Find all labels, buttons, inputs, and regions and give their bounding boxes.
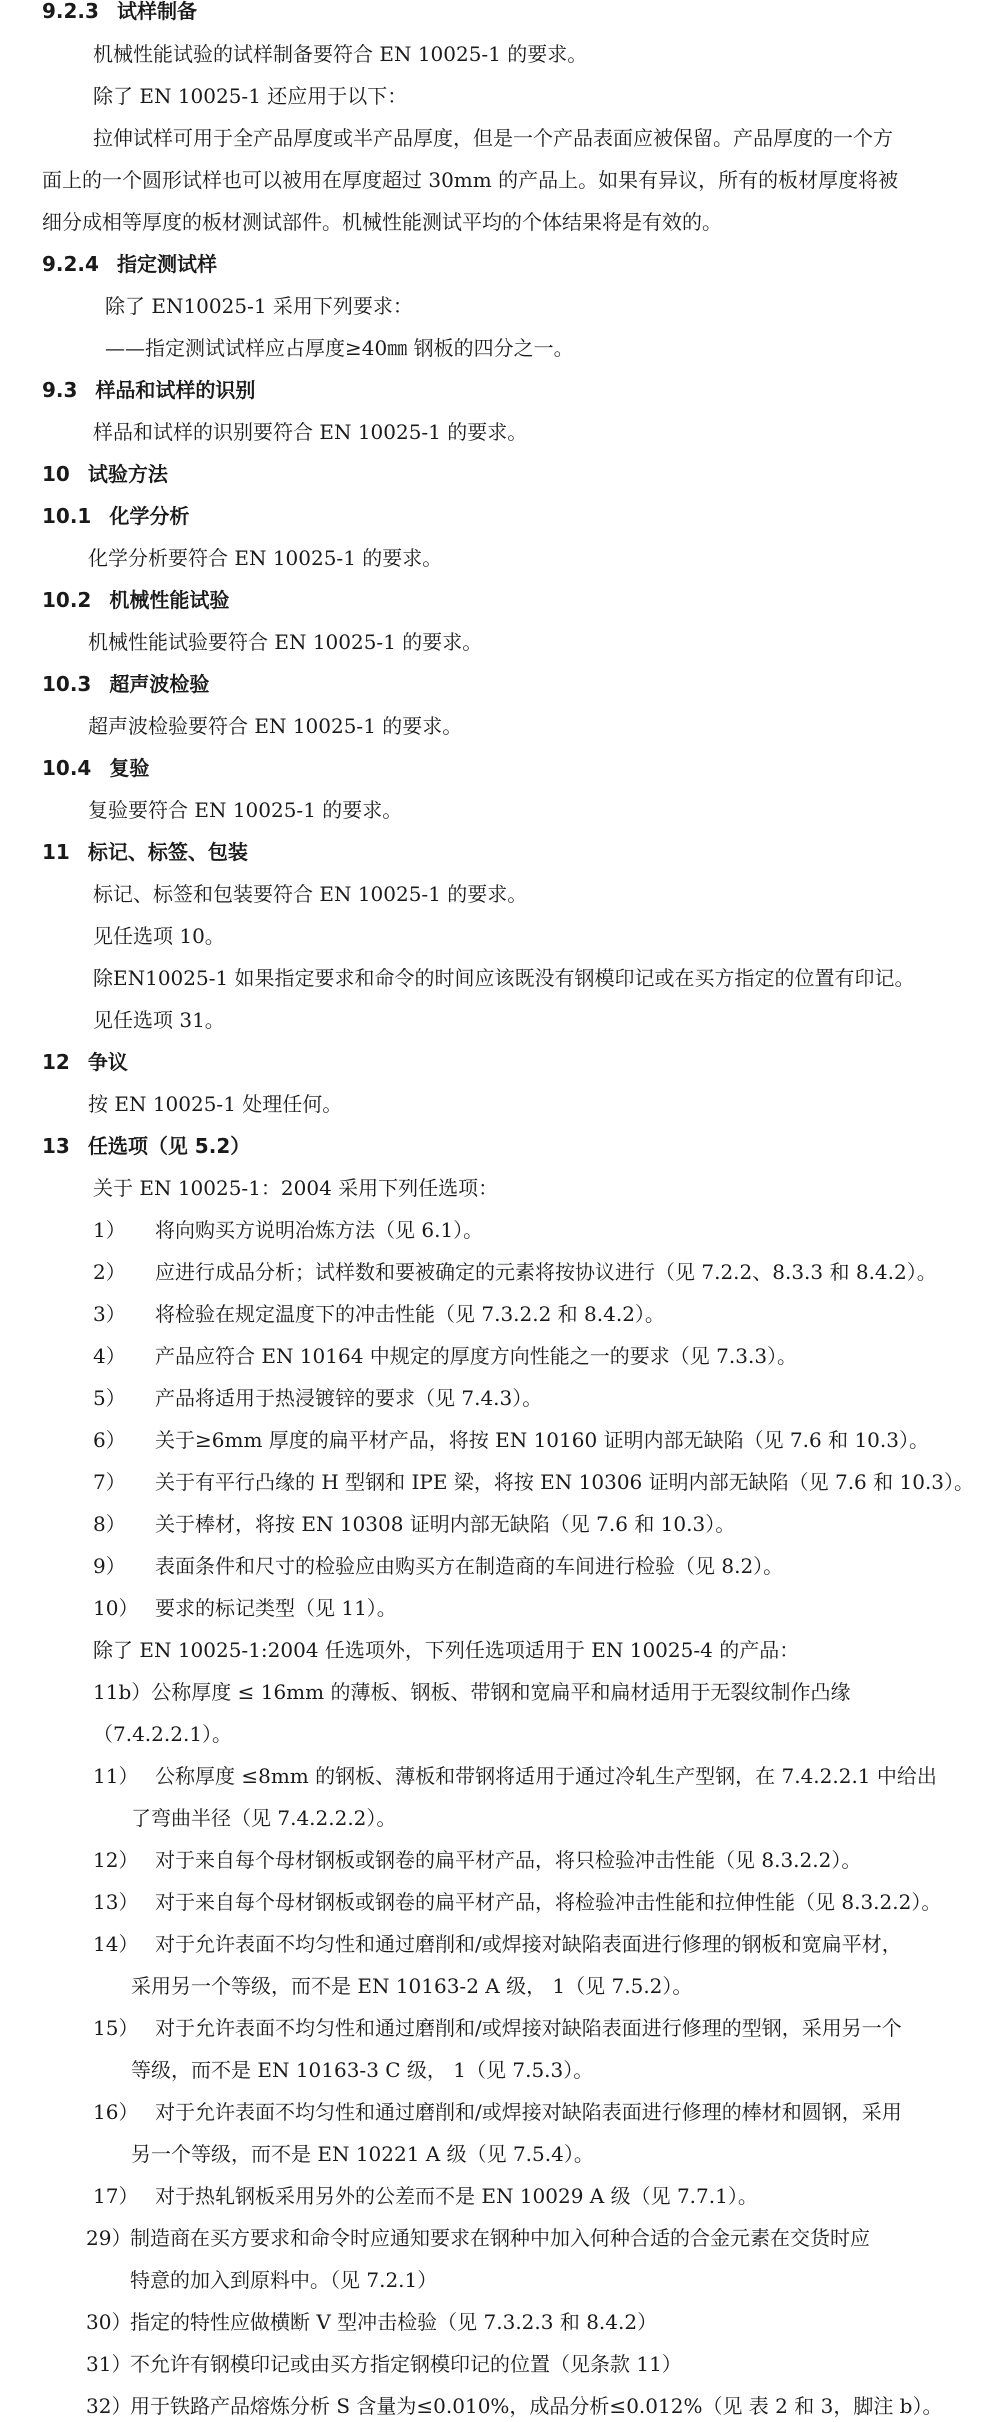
heading-10 [42,460,168,488]
heading-number: 10.4 [42,756,92,780]
list-text: 指定的特性应做横断 V 型冲击检验（见 7.3.2.3 和 8.4.2） [130,2310,658,2334]
list-item [93,1594,397,1622]
list-text: 不允许有钢模印记或由买方指定钢模印记的位置（见条款 11） [130,2352,682,2376]
heading-9-2-3 [42,0,197,25]
list-text: 公称厚度 ≤8mm 的钢板、薄板和带钢将适用于通过冷轧生产型钢，在 7.4.2.2.1 中给出 [155,1764,937,1788]
list-text: 关于≥6mm 厚度的扁平材产品，将按 EN 10160 证明内部无缺陷（见 7.6 和 10.3）。 [155,1428,929,1452]
list-text: 制造商在买方要求和命令时应通知要求在钢种中加入何种合适的合金元素在交货时应 [130,2226,870,2250]
paragraph: 面上的一个圆形试样也可以被用在厚度超过 30mm 的产品上。如果有异议，所有的板材厚度将被 [42,168,899,192]
heading-9-3 [42,376,255,404]
list-number: 11） [93,1764,139,1788]
list-item [93,2098,902,2126]
heading-9-2-4 [42,250,217,278]
heading-number: 9.3 [42,378,78,402]
list-text: 应进行成品分析；试样数和要被确定的元素将按协议进行（见 7.2.2、8.3.3 和 8.4.2）。 [155,1260,937,1284]
heading-number: 10 [42,462,70,486]
list-number: 7） [93,1470,126,1494]
list-number: 30） [86,2310,132,2334]
paragraph: 机械性能试验要符合 EN 10025-1 的要求。 [88,630,483,654]
list-item [93,2182,758,2210]
list-number: 6） [93,1428,126,1452]
list-number: 4） [93,1344,126,1368]
paragraph: 拉伸试样可用于全产品厚度或半产品厚度，但是一个产品表面应被保留。产品厚度的一个方 [93,126,893,150]
list-item [93,1510,735,1538]
paragraph: 机械性能试验的试样制备要符合 EN 10025-1 的要求。 [93,42,588,66]
heading-13 [42,1132,250,1160]
list-number: 13） [93,1890,139,1914]
heading-number: 11 [42,840,70,864]
heading-title: 标记、标签、包装 [87,840,248,864]
list-number: 29） [86,2226,132,2250]
heading-title: 样品和试样的识别 [95,378,256,402]
list-number: 3） [93,1302,126,1326]
heading-title: 任选项（见 5.2） [87,1134,251,1158]
list-text-cont: 另一个等级，而不是 EN 10221 A 级（见 7.5.4）。 [131,2142,594,2166]
heading-number: 10.2 [42,588,92,612]
list-number: 16） [93,2100,139,2124]
paragraph: 除了 EN10025-1 采用下列要求： [105,294,413,318]
list-text: 对于允许表面不均匀性和通过磨削和/或焊接对缺陷表面进行修理的钢板和宽扁平材， [155,1932,902,1956]
list-text-cont: 采用另一个等级，而不是 EN 10163-2 A 级， 1（见 7.5.2）。 [131,1974,693,1998]
heading-title: 指定测试样 [116,252,217,276]
heading-title: 复验 [109,756,150,780]
paragraph: 除了 EN 10025-1 还应用于以下： [93,84,408,108]
paragraph: 细分成相等厚度的板材测试部件。机械性能测试平均的个体结果将是有效的。 [42,210,722,234]
heading-11 [42,838,248,866]
paragraph: 超声波检验要符合 EN 10025-1 的要求。 [88,714,463,738]
heading-number: 10.1 [42,504,92,528]
heading-title: 争议 [87,1050,128,1074]
paragraph: 化学分析要符合 EN 10025-1 的要求。 [88,546,443,570]
heading-number: 12 [42,1050,70,1074]
list-item [93,1888,941,1916]
list-number: 12） [93,1848,139,1872]
heading-10-2 [42,586,229,614]
list-text: 对于允许表面不均匀性和通过磨削和/或焊接对缺陷表面进行修理的棒材和圆钢，采用 [155,2100,902,2124]
list-item [93,1342,797,1370]
list-text-cont: 了弯曲半径（见 7.4.2.2.2）。 [131,1806,397,1830]
heading-10-1 [42,502,189,530]
paragraph: 关于 EN 10025-1：2004 采用下列任选项： [93,1176,499,1200]
list-text: 将检验在规定温度下的冲击性能（见 7.3.2.2 和 8.4.2）。 [155,1302,665,1326]
list-item [93,1426,929,1454]
heading-number: 9.2.3 [42,0,99,23]
list-number: 15） [93,2016,139,2040]
paragraph: 除了 EN 10025-1:2004 任选项外，下列任选项适用于 EN 10025-4 的产品： [93,1638,800,1662]
list-text: 用于铁路产品熔炼分析 S 含量为≤0.010%，成品分析≤0.012%（见 表 2 和 3，脚注 b）。 [130,2394,943,2418]
heading-title: 试验方法 [87,462,168,486]
list-item [93,1384,542,1412]
paragraph: 见任选项 10。 [93,924,225,948]
list-item [86,2224,870,2252]
list-text: 对于来自每个母材钢板或钢卷的扁平材产品，将检验冲击性能和拉伸性能（见 8.3.2.2）。 [155,1890,942,1914]
list-text: 产品将适用于热浸镀锌的要求（见 7.4.3）。 [155,1386,543,1410]
list-number: 14） [93,1932,139,1956]
list-number: 31） [86,2352,132,2376]
list-text: 对于热轧钢板采用另外的公差而不是 EN 10029 A 级（见 7.7.1）。 [155,2184,758,2208]
list-item [93,1762,937,1790]
heading-10-3 [42,670,209,698]
list-text-cont: 等级，而不是 EN 10163-3 C 级， 1（见 7.5.3）。 [131,2058,594,2082]
heading-title: 机械性能试验 [109,588,230,612]
list-number: 1） [93,1218,126,1242]
paragraph: 标记、标签和包装要符合 EN 10025-1 的要求。 [93,882,528,906]
list-item [93,1468,974,1496]
heading-12 [42,1048,128,1076]
heading-title: 化学分析 [109,504,190,528]
list-item [93,1846,861,1874]
list-text: 关于棒材，将按 EN 10308 证明内部无缺陷（见 7.6 和 10.3）。 [155,1512,736,1536]
list-number: 10） [93,1596,139,1620]
list-item [93,1300,665,1328]
list-number: 5） [93,1386,126,1410]
list-item-11b-cont: （7.4.2.2.1）。 [93,1722,233,1746]
list-item [86,2392,943,2420]
list-item [86,2308,657,2336]
heading-10-4 [42,754,149,782]
list-number: 17） [93,2184,139,2208]
paragraph: 按 EN 10025-1 处理任何。 [88,1092,343,1116]
list-item [86,2350,682,2378]
heading-number: 13 [42,1134,70,1158]
list-number: 8） [93,1512,126,1536]
list-item-11b: 11b）公称厚度 ≤ 16mm 的薄板、钢板、带钢和宽扁平和扁材适用于无裂纹制作凸缘 [93,1680,851,1704]
list-text-cont: 特意的加入到原料中。（见 7.2.1） [130,2268,438,2292]
paragraph: 除EN10025-1 如果指定要求和命令的时间应该既没有钢模印记或在买方指定的位置有印记。 [93,966,915,990]
list-item [93,1930,902,1958]
list-text: 产品应符合 EN 10164 中规定的厚度方向性能之一的要求（见 7.3.3）。 [155,1344,798,1368]
heading-number: 10.3 [42,672,92,696]
list-number: 32） [86,2394,132,2418]
heading-title: 试样制备 [116,0,197,23]
list-number: 9） [93,1554,126,1578]
paragraph: 见任选项 31。 [93,1008,225,1032]
heading-title: 超声波检验 [109,672,210,696]
list-item [93,1216,483,1244]
list-item [93,2014,902,2042]
list-item [93,1258,937,1286]
list-text: 要求的标记类型（见 11）。 [155,1596,397,1620]
list-text: 表面条件和尺寸的检验应由购买方在制造商的车间进行检验（见 8.2）。 [155,1554,784,1578]
list-item [93,1552,783,1580]
list-number: 2） [93,1260,126,1284]
list-text: 对于允许表面不均匀性和通过磨削和/或焊接对缺陷表面进行修理的型钢，采用另一个 [155,2016,902,2040]
paragraph: ——指定测试试样应占厚度≥40㎜ 钢板的四分之一。 [105,336,574,360]
list-text: 关于有平行凸缘的 H 型钢和 IPE 梁，将按 EN 10306 证明内部无缺陷（见 7.6 和 10.3）。 [155,1470,975,1494]
paragraph: 复验要符合 EN 10025-1 的要求。 [88,798,403,822]
list-text: 对于来自每个母材钢板或钢卷的扁平材产品，将只检验冲击性能（见 8.3.2.2）。 [155,1848,862,1872]
paragraph: 样品和试样的识别要符合 EN 10025-1 的要求。 [93,420,528,444]
heading-number: 9.2.4 [42,252,99,276]
list-text: 将向购买方说明冶炼方法（见 6.1）。 [155,1218,484,1242]
